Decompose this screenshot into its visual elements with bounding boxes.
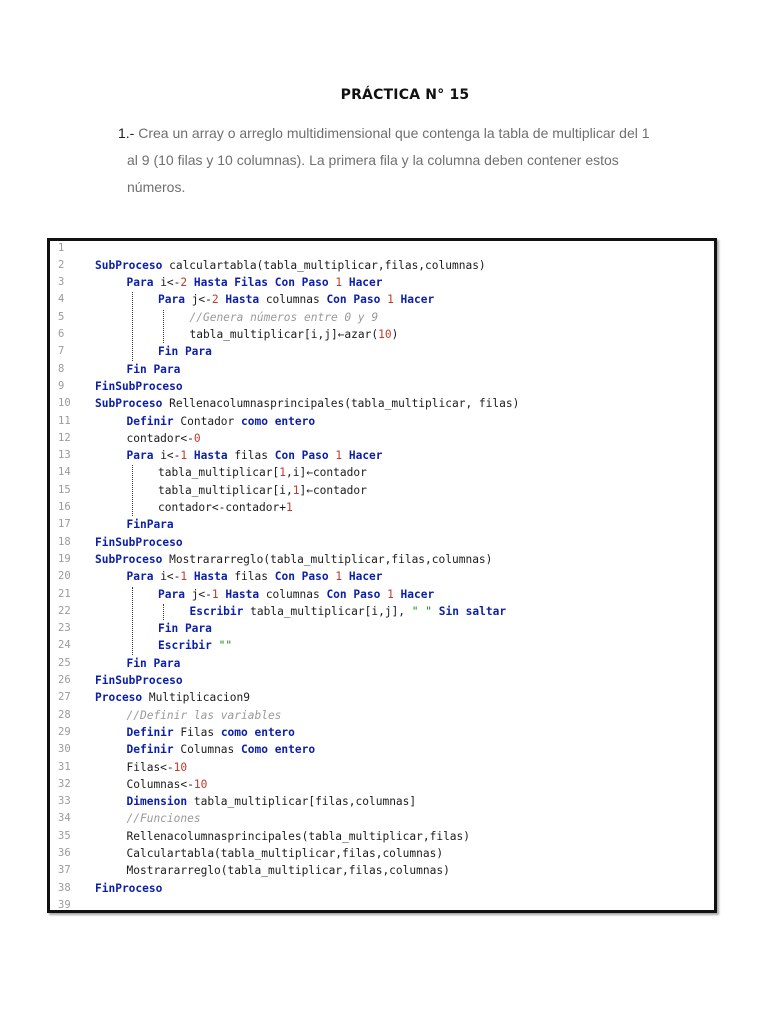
code-token: tabla_multiplicar[filas,columnas] bbox=[187, 795, 417, 809]
indent-guide bbox=[132, 587, 133, 655]
code-text bbox=[95, 534, 183, 551]
code-token: Columnas bbox=[173, 743, 242, 757]
line-number: 36 bbox=[58, 847, 71, 859]
code-token: Mostrararreglo(tabla_multiplicar,filas,columnas) bbox=[162, 552, 493, 566]
keyword-token: Hacer bbox=[342, 449, 383, 463]
code-token: tabla_multiplicar[i, bbox=[158, 483, 293, 497]
code-token: columnas bbox=[259, 587, 327, 601]
code-text bbox=[127, 759, 188, 776]
line-number: 24 bbox=[58, 639, 71, 652]
code-line bbox=[50, 378, 710, 395]
code-line bbox=[50, 447, 710, 464]
line-number: 9 bbox=[58, 379, 65, 392]
line-number: 14 bbox=[58, 466, 71, 479]
code-line bbox=[50, 880, 710, 897]
prompt-line-2: al 9 (10 filas y 10 columnas). La primera fila y la columna deben contener estos bbox=[127, 152, 619, 168]
string-token: " " bbox=[411, 604, 432, 618]
number-token: 10 bbox=[173, 760, 188, 774]
line-number: 35 bbox=[58, 829, 71, 842]
code-text bbox=[95, 395, 519, 412]
keyword-token: Para bbox=[158, 587, 185, 601]
code-token: filas bbox=[227, 449, 275, 463]
keyword-token: Para bbox=[126, 570, 154, 584]
code-text bbox=[158, 464, 367, 481]
number-token: 0 bbox=[193, 431, 201, 445]
line-number: 38 bbox=[58, 881, 71, 894]
code-text bbox=[127, 568, 383, 585]
code-line bbox=[50, 274, 710, 291]
keyword-token: Para bbox=[158, 293, 185, 307]
code-text bbox=[127, 776, 208, 793]
code-line bbox=[50, 326, 710, 343]
keyword-token: Para bbox=[126, 449, 154, 463]
keyword-token: Hasta bbox=[218, 587, 260, 601]
code-line bbox=[50, 603, 710, 620]
keyword-token: como entero bbox=[220, 725, 295, 739]
code-line bbox=[50, 828, 710, 845]
comment-token: //Funciones bbox=[126, 812, 201, 826]
keyword-token: FinSubProceso bbox=[95, 674, 183, 687]
code-text bbox=[158, 620, 212, 637]
code-text bbox=[158, 343, 212, 360]
number-token: 1 bbox=[387, 587, 394, 601]
code-line bbox=[50, 482, 710, 499]
keyword-token: Sin saltar bbox=[432, 604, 507, 618]
code-text bbox=[158, 482, 367, 499]
line-number: 27 bbox=[58, 691, 71, 704]
code-text bbox=[127, 793, 417, 810]
number-token: 1 bbox=[292, 483, 300, 497]
code-token: Rellenacolumnasprincipales(tabla_multiplicar, filas) bbox=[162, 397, 520, 411]
exercise-prompt bbox=[118, 120, 708, 201]
code-line bbox=[50, 741, 710, 758]
code-line bbox=[50, 516, 710, 533]
line-number: 22 bbox=[58, 604, 71, 617]
code-line bbox=[50, 724, 710, 741]
code-token: j<- bbox=[184, 293, 212, 307]
code-line bbox=[50, 361, 710, 378]
number-token: 1 bbox=[180, 570, 188, 584]
code-line bbox=[50, 810, 710, 827]
keyword-token: Definir bbox=[126, 725, 174, 739]
code-line bbox=[50, 534, 710, 551]
code-line bbox=[50, 793, 710, 810]
code-line bbox=[50, 568, 710, 585]
line-number: 12 bbox=[58, 431, 71, 444]
code-line bbox=[50, 776, 710, 793]
code-line bbox=[50, 845, 710, 862]
code-line bbox=[50, 309, 710, 326]
number-token: 1 bbox=[285, 501, 293, 514]
comment-token: //Genera números entre 0 y 9 bbox=[189, 310, 379, 324]
code-token: Rellenacolumnasprincipales(tabla_multiplicar,filas) bbox=[126, 829, 471, 843]
keyword-token: Con Paso bbox=[326, 587, 388, 601]
code-token: contador<-contador+ bbox=[158, 501, 286, 514]
code-text bbox=[95, 257, 486, 274]
code-text bbox=[95, 672, 183, 689]
line-number: 5 bbox=[58, 310, 65, 323]
keyword-token: como entero bbox=[241, 414, 316, 428]
string-token: "" bbox=[218, 639, 233, 653]
code-text bbox=[127, 413, 316, 430]
code-token: i<- bbox=[153, 276, 181, 290]
code-token: tabla_multiplicar[ bbox=[158, 466, 280, 480]
keyword-token: Como entero bbox=[241, 743, 316, 757]
keyword-token: Hasta bbox=[187, 449, 228, 463]
line-number: 3 bbox=[58, 276, 65, 289]
line-number: 23 bbox=[58, 622, 71, 635]
page-title: PRÁCTICA N° 15 bbox=[340, 87, 470, 103]
code-text bbox=[190, 603, 507, 620]
code-token: tabla_multiplicar[i,j]←azar( bbox=[189, 328, 379, 341]
code-token: Columnas<- bbox=[126, 777, 194, 791]
keyword-token: Proceso bbox=[95, 691, 143, 705]
keyword-token: FinProceso bbox=[95, 881, 163, 895]
number-token: 1 bbox=[335, 570, 343, 584]
keyword-token: Fin Para bbox=[158, 345, 212, 359]
number-token: 1 bbox=[335, 276, 343, 290]
line-number: 11 bbox=[58, 414, 71, 427]
indent-guide bbox=[132, 292, 133, 360]
line-number: 17 bbox=[58, 518, 71, 531]
line-number: 37 bbox=[58, 864, 71, 877]
line-number: 18 bbox=[58, 535, 71, 548]
code-line bbox=[50, 257, 710, 274]
comment-token: //Definir las variables bbox=[126, 708, 282, 722]
code-token: Contador bbox=[173, 414, 242, 428]
code-text bbox=[127, 810, 201, 827]
keyword-token: Con Paso bbox=[274, 449, 336, 463]
keyword-token: Definir bbox=[126, 414, 174, 428]
line-number: 30 bbox=[58, 743, 71, 756]
keyword-token: SubProceso bbox=[95, 397, 163, 411]
line-number: 1 bbox=[58, 241, 65, 254]
code-line bbox=[50, 586, 710, 603]
code-text bbox=[127, 430, 201, 447]
code-line bbox=[50, 551, 710, 568]
code-token: contador<- bbox=[126, 431, 194, 445]
code-line bbox=[50, 862, 710, 879]
code-text bbox=[95, 551, 492, 568]
keyword-token: FinSubProceso bbox=[95, 535, 183, 549]
code-line bbox=[50, 464, 710, 481]
code-line bbox=[50, 897, 710, 913]
code-token: Mostrararreglo(tabla_multiplicar,filas,columnas) bbox=[126, 864, 450, 878]
number-token: 1 bbox=[211, 587, 219, 601]
line-number: 31 bbox=[58, 760, 71, 773]
code-text bbox=[95, 880, 162, 897]
code-text bbox=[127, 655, 181, 672]
indent-guide bbox=[163, 310, 164, 344]
line-number: 19 bbox=[58, 552, 71, 565]
line-number: 25 bbox=[58, 656, 71, 669]
keyword-token: Escribir bbox=[189, 604, 244, 618]
code-token: Calculartabla(tabla_multiplicar,filas,columnas) bbox=[126, 847, 444, 860]
code-line bbox=[50, 240, 710, 257]
keyword-token: Hasta Filas Con Paso bbox=[187, 276, 336, 290]
code-line bbox=[50, 499, 710, 516]
code-line bbox=[50, 395, 710, 412]
line-number: 15 bbox=[58, 483, 71, 496]
line-number: 26 bbox=[58, 674, 71, 686]
line-number: 29 bbox=[58, 725, 71, 738]
line-number: 33 bbox=[58, 795, 71, 808]
code-text bbox=[127, 862, 450, 879]
code-token: tabla_multiplicar[i,j], bbox=[243, 604, 412, 618]
code-token: i<- bbox=[153, 570, 181, 584]
code-text bbox=[127, 361, 181, 378]
keyword-token: Fin Para bbox=[126, 656, 181, 670]
code-text bbox=[127, 828, 471, 845]
line-number: 7 bbox=[58, 345, 65, 358]
line-number: 34 bbox=[58, 812, 71, 825]
line-number: 16 bbox=[58, 501, 71, 513]
keyword-token: Dimension bbox=[126, 795, 188, 809]
code-text bbox=[158, 499, 293, 516]
prompt-line-1 bbox=[118, 120, 708, 147]
line-number: 13 bbox=[58, 449, 71, 462]
code-token: i<- bbox=[153, 449, 181, 463]
number-token: 10 bbox=[378, 328, 392, 341]
indent-guide bbox=[163, 604, 164, 620]
code-line bbox=[50, 689, 710, 706]
keyword-token: Definir bbox=[126, 743, 174, 757]
keyword-token: FinSubProceso bbox=[95, 379, 183, 393]
line-number: 39 bbox=[58, 898, 71, 911]
code-token: ,i]←contador bbox=[286, 466, 367, 480]
code-token: filas bbox=[227, 570, 275, 584]
code-token: j<- bbox=[184, 587, 212, 601]
number-token: 2 bbox=[180, 276, 188, 290]
number-token: 1 bbox=[279, 466, 286, 480]
code-token: calculartabla(tabla_multiplicar,filas,columnas) bbox=[162, 258, 486, 272]
code-text bbox=[158, 637, 232, 654]
code-text bbox=[95, 689, 250, 706]
keyword-token: Hacer bbox=[342, 570, 383, 584]
number-token: 1 bbox=[387, 293, 394, 307]
line-number: 20 bbox=[58, 570, 71, 583]
keyword-token: Hasta bbox=[187, 570, 228, 584]
line-number: 21 bbox=[58, 587, 71, 600]
code-token bbox=[212, 639, 219, 652]
code-line bbox=[50, 291, 710, 308]
code-text bbox=[127, 741, 316, 758]
code-text bbox=[127, 707, 282, 724]
number-token: 2 bbox=[211, 293, 219, 307]
code-text bbox=[158, 291, 434, 308]
code-text bbox=[158, 586, 434, 603]
keyword-token: SubProceso bbox=[95, 552, 163, 566]
keyword-token: Con Paso bbox=[326, 293, 388, 307]
code-line bbox=[50, 620, 710, 637]
code-line bbox=[50, 759, 710, 776]
code-token: Filas<- bbox=[126, 760, 174, 774]
prompt-text-1: Crea un array o arreglo multidimensional que contenga la tabla de multiplicar del 1 bbox=[138, 125, 650, 141]
number-token: 1 bbox=[180, 449, 188, 463]
keyword-token: Escribir bbox=[158, 639, 212, 653]
code-text bbox=[127, 447, 383, 464]
code-token: ) bbox=[391, 328, 399, 341]
code-text bbox=[95, 378, 183, 395]
code-text bbox=[190, 309, 379, 326]
line-number: 2 bbox=[58, 258, 65, 271]
code-token: Multiplicacion9 bbox=[142, 691, 250, 705]
exercise-number: 1.- bbox=[118, 125, 135, 141]
code-text bbox=[127, 724, 295, 741]
code-token: ]←contador bbox=[299, 483, 367, 497]
code-token: Filas bbox=[173, 725, 221, 739]
code-listing bbox=[47, 238, 717, 913]
code-line bbox=[50, 655, 710, 672]
line-number: 10 bbox=[58, 397, 71, 410]
indent-guide bbox=[132, 465, 133, 516]
number-token: 1 bbox=[335, 449, 343, 463]
code-line bbox=[50, 430, 710, 447]
keyword-token: Fin Para bbox=[158, 622, 212, 636]
keyword-token: Hacer bbox=[393, 587, 435, 601]
line-number: 6 bbox=[58, 328, 65, 340]
code-line bbox=[50, 707, 710, 724]
keyword-token: Para bbox=[126, 276, 154, 290]
keyword-token: Con Paso bbox=[274, 570, 336, 584]
code-line bbox=[50, 672, 710, 689]
keyword-token: Fin Para bbox=[126, 362, 181, 376]
prompt-line-3: números. bbox=[127, 179, 186, 195]
code-line bbox=[50, 637, 710, 654]
code-token: columnas bbox=[259, 293, 327, 307]
line-number: 28 bbox=[58, 708, 71, 721]
code-line bbox=[50, 413, 710, 430]
keyword-token: Hasta bbox=[218, 293, 260, 307]
line-number: 32 bbox=[58, 777, 71, 790]
keyword-token: Hacer bbox=[393, 293, 435, 307]
code-text bbox=[190, 326, 399, 343]
code-text bbox=[127, 845, 444, 862]
line-number: 4 bbox=[58, 293, 65, 306]
code-text bbox=[127, 516, 174, 533]
number-token: 10 bbox=[193, 777, 208, 791]
line-number: 8 bbox=[58, 362, 65, 375]
code-line bbox=[50, 343, 710, 360]
code-text bbox=[127, 274, 383, 291]
keyword-token: SubProceso bbox=[95, 258, 163, 272]
keyword-token: Hacer bbox=[342, 276, 383, 290]
keyword-token: FinPara bbox=[126, 518, 174, 532]
